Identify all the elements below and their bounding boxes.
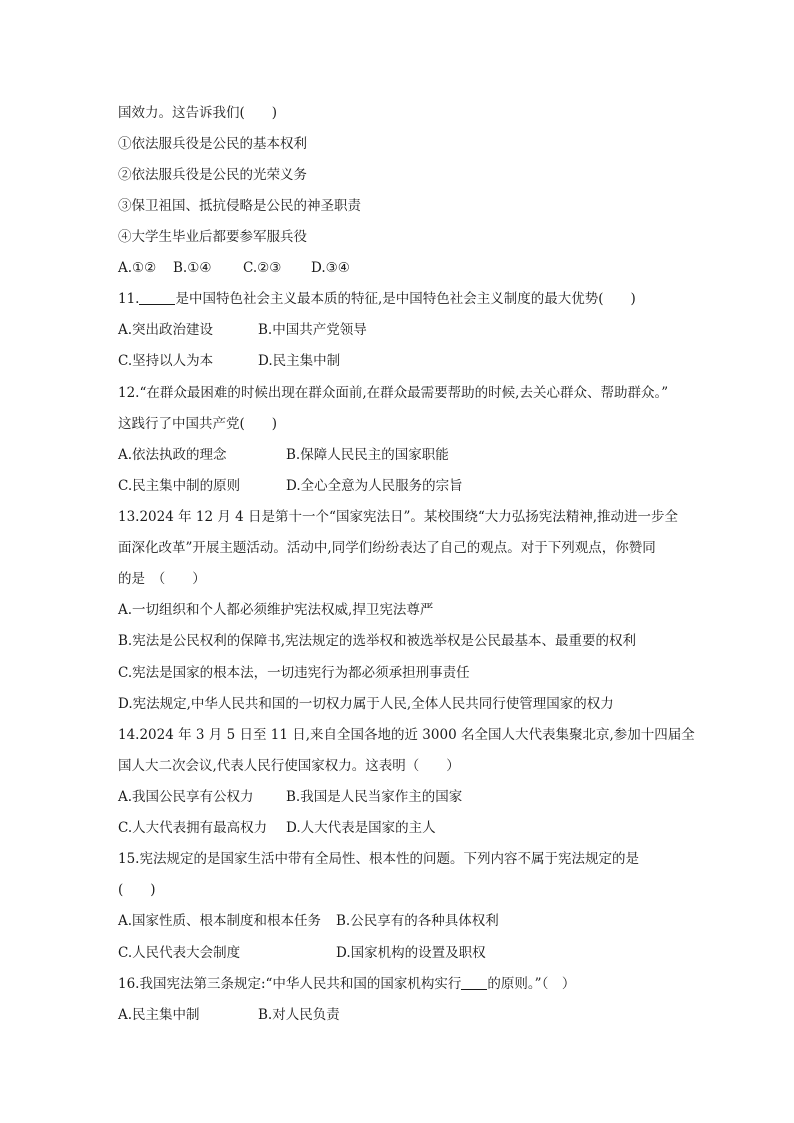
- q14-option-d[interactable]: D.人大代表是国家的主人: [286, 820, 436, 836]
- q13-option-b[interactable]: B.宪法是公民权利的保障书,宪法规定的选举权和被选举权是公民最基本、最重要的权利: [118, 633, 637, 649]
- q13-option-c[interactable]: C.宪法是国家的根本法，一切违宪行为都必须承担刑事责任: [118, 665, 470, 681]
- q14-stem-line-1: 14.2024 年 3 月 5 日至 11 日,来自全国各地的近 3000 名全国人大代表集聚北京,参加十四届全: [118, 727, 695, 743]
- q11-number: 11.: [118, 291, 140, 307]
- q11-options-row-1: [118, 320, 698, 340]
- q12-options-row-2: [118, 476, 698, 496]
- q11-stem-text: 是中国特色社会主义最本质的特征,是中国特色社会主义制度的最大优势( ): [175, 291, 636, 307]
- q12-option-d[interactable]: D.全心全意为人民服务的宗旨: [286, 478, 463, 494]
- q13-option-a[interactable]: A.一切组织和个人都必须维护宪法权威,捍卫宪法尊严: [118, 602, 434, 618]
- q15-stem-line-1: 15.宪法规定的是国家生活中带有全局性、根本性的问题。下列内容不属于宪法规定的是: [118, 851, 639, 867]
- q12-option-c[interactable]: C.民主集中制的原则: [118, 478, 241, 494]
- q12-options-row-1: [118, 445, 698, 465]
- q15-options-row-1: [118, 911, 698, 931]
- q11-option-c[interactable]: C.坚持以人为本: [118, 353, 214, 369]
- q11-blank: [139, 290, 175, 305]
- q11-option-b[interactable]: B.中国共产党领导: [258, 322, 367, 338]
- q16-stem: [118, 974, 698, 994]
- q15-options-row-2: [118, 943, 698, 963]
- q14-option-b[interactable]: B.我国是人民当家作主的国家: [286, 789, 463, 805]
- q10-option-a[interactable]: A.①②: [118, 260, 157, 276]
- q10-item-4: ④大学生毕业后都要参军服兵役: [118, 229, 307, 245]
- q16-blank: [461, 975, 487, 990]
- q10-stem-end: 国效力。这告诉我们( ): [118, 105, 278, 121]
- q15-option-d[interactable]: D.国家机构的设置及职权: [336, 945, 486, 961]
- q11-options-row-2: [118, 351, 698, 371]
- q10-option-b[interactable]: B.①④: [173, 260, 212, 276]
- q13-stem-line-3: 的是 （ ）: [118, 571, 206, 587]
- q10-options: [118, 258, 698, 278]
- q16-option-b[interactable]: B.对人民负责: [258, 1007, 340, 1023]
- q11-option-a[interactable]: A.突出政治建设: [118, 322, 214, 338]
- q14-options-row-2: [118, 818, 698, 838]
- q14-stem-line-2: 国人大二次会议,代表人民行使国家权力。这表明（ ）: [118, 758, 460, 774]
- q12-stem-line-1: 12.“在群众最困难的时候出现在群众面前,在群众最需要帮助的时候,去关心群众、帮助群众。”: [118, 385, 669, 401]
- q10-item-2: ②依法服兵役是公民的光荣义务: [118, 167, 307, 183]
- q16-options-row-1: [118, 1005, 698, 1025]
- q12-option-b[interactable]: B.保障人民民主的国家职能: [286, 447, 449, 463]
- q11-stem: [118, 289, 698, 309]
- q15-stem-line-2: ( ): [118, 882, 156, 898]
- q15-option-a[interactable]: A.国家性质、根本制度和根本任务: [118, 913, 322, 929]
- q12-stem-line-2: 这践行了中国共产党( ): [118, 416, 278, 432]
- q10-item-3: ③保卫祖国、抵抗侵略是公民的神圣职责: [118, 198, 361, 214]
- q15-option-b[interactable]: B.公民享有的各种具体权利: [336, 913, 499, 929]
- q13-option-d[interactable]: D.宪法规定,中华人民共和国的一切权力属于人民,全体人民共同行使管理国家的权力: [118, 696, 614, 712]
- q13-stem-line-1: 13.2024 年 12 月 4 日是第十一个“国家宪法日”。某校围绕“大力弘扬宪法精神,推动进一步全: [118, 509, 679, 525]
- q16-option-a[interactable]: A.民主集中制: [118, 1007, 200, 1023]
- q15-option-c[interactable]: C.人民代表大会制度: [118, 945, 241, 961]
- q16-stem-before: 16.我国宪法第三条规定:“中华人民共和国的国家机构实行: [118, 976, 462, 992]
- q12-option-a[interactable]: A.依法执政的理念: [118, 447, 227, 463]
- q16-stem-after: 的原则。”（ ）: [487, 976, 576, 992]
- q10-item-1: ①依法服兵役是公民的基本权利: [118, 136, 307, 152]
- q14-options-row-1: [118, 787, 698, 807]
- q11-option-d[interactable]: D.民主集中制: [258, 353, 341, 369]
- q13-stem-line-2: 面深化改革”开展主题活动。活动中,同学们纷纷表达了自己的观点。对于下列观点，你赞同: [118, 540, 656, 556]
- q10-option-d[interactable]: D.③④: [311, 260, 350, 276]
- q14-option-a[interactable]: A.我国公民享有公权力: [118, 789, 254, 805]
- q10-option-c[interactable]: C.②③: [243, 260, 282, 276]
- q14-option-c[interactable]: C.人大代表拥有最高权力: [118, 820, 268, 836]
